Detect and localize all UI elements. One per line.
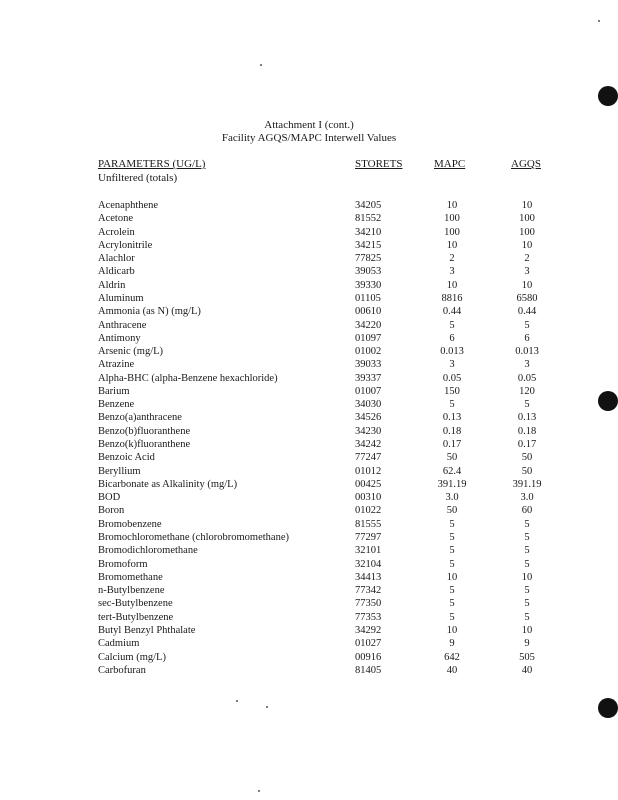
parameter-name: tert-Butylbenzene (98, 611, 174, 623)
storet-code: 77297 (355, 532, 382, 543)
table-row (0, 478, 618, 491)
agqs-value: 40 (521, 664, 533, 676)
table-row (0, 518, 618, 531)
mapc-value: 0.13 (442, 412, 462, 424)
storet-code: 00610 (355, 306, 382, 318)
storet-code: 01027 (355, 638, 382, 650)
storet-code: 34292 (355, 624, 382, 636)
agqs-value: 0.44 (517, 306, 537, 318)
storet-code: 81552 (355, 213, 382, 225)
agqs-value: 391.19 (512, 478, 542, 490)
parameter-name: Aldicarb (98, 266, 135, 278)
storet-code: 34215 (355, 239, 382, 251)
mapc-value: 10 (446, 571, 458, 583)
table-row (0, 651, 618, 664)
mapc-value: 5 (449, 518, 455, 530)
agqs-value: 10 (521, 624, 533, 636)
storet-code: 00310 (355, 492, 382, 504)
mapc-value: 5 (449, 558, 455, 570)
table-row (0, 226, 618, 239)
agqs-value: 6 (524, 332, 530, 344)
storet-code: 01002 (355, 346, 382, 358)
agqs-value: 120 (519, 385, 535, 397)
mapc-value: 642 (444, 651, 460, 663)
parameter-name: Ammonia (as N) (mg/L) (98, 306, 201, 318)
table-row (0, 385, 618, 398)
subheader-unfiltered: Unfiltered (totals) (98, 172, 178, 184)
agqs-value: 50 (521, 465, 533, 477)
mapc-value: 5 (449, 399, 455, 411)
table-row (0, 319, 618, 332)
storet-code: 81405 (355, 664, 382, 676)
mapc-value: 5 (449, 585, 455, 597)
agqs-value: 100 (519, 226, 535, 238)
mapc-value: 6 (449, 332, 455, 344)
mapc-value: 2 (449, 253, 455, 265)
parameter-name: Beryllium (98, 465, 141, 477)
table-row (0, 637, 618, 650)
table-row (0, 345, 618, 358)
table-row (0, 265, 618, 278)
agqs-value: 5 (524, 585, 530, 597)
agqs-value: 50 (521, 452, 533, 464)
parameter-name: Acrolein (98, 226, 135, 238)
mapc-value: 50 (446, 505, 458, 517)
agqs-value: 3.0 (520, 492, 534, 504)
mapc-value: 9 (449, 638, 455, 650)
mapc-value: 50 (446, 452, 458, 464)
storet-code: 00916 (355, 651, 382, 663)
parameter-name: Bromobenzene (98, 518, 162, 530)
storet-code: 81555 (355, 518, 382, 530)
storet-code: 32104 (355, 558, 382, 570)
table-row (0, 411, 618, 424)
table-row (0, 398, 618, 411)
mapc-value: 40 (446, 664, 458, 676)
agqs-value: 0.13 (517, 412, 537, 424)
table-row (0, 305, 618, 318)
scan-speck (258, 790, 260, 792)
parameter-name: Cadmium (98, 638, 140, 650)
mapc-value: 3.0 (445, 492, 459, 504)
table-row (0, 611, 618, 624)
parameter-name: Acetone (98, 213, 133, 225)
mapc-value: 10 (446, 624, 458, 636)
agqs-value: 5 (524, 518, 530, 530)
table-row (0, 239, 618, 252)
parameter-name: Acenaphthene (98, 200, 159, 211)
mapc-value: 0.17 (442, 439, 462, 451)
agqs-value: 0.013 (515, 346, 539, 358)
mapc-value: 0.05 (442, 372, 462, 384)
agqs-value: 2 (524, 253, 530, 265)
parameter-name: sec-Butylbenzene (98, 598, 173, 610)
storet-code: 01105 (355, 292, 381, 304)
mapc-value: 8816 (441, 292, 463, 304)
table-row (0, 465, 618, 478)
table-row (0, 597, 618, 610)
table-row (0, 571, 618, 584)
mapc-value: 100 (444, 226, 460, 238)
parameter-name: BOD (98, 492, 121, 504)
storet-code: 34526 (355, 412, 382, 424)
agqs-value: 6580 (516, 292, 538, 304)
storet-code: 77247 (355, 452, 382, 464)
storet-code: 39337 (355, 372, 382, 384)
storet-code: 01007 (355, 385, 382, 397)
agqs-value: 5 (524, 558, 530, 570)
storet-code: 39330 (355, 279, 382, 291)
parameter-name: Anthracene (98, 319, 147, 331)
parameter-name: Bicarbonate as Alkalinity (mg/L) (98, 478, 238, 490)
table-row (0, 438, 618, 451)
agqs-value: 3 (524, 266, 530, 278)
mapc-value: 0.18 (442, 425, 462, 437)
table-row (0, 491, 618, 504)
table-row (0, 199, 618, 212)
scan-speck (236, 700, 238, 702)
storet-code: 01022 (355, 505, 382, 517)
mapc-value: 5 (449, 545, 455, 557)
table-row (0, 252, 618, 265)
punch-hole-bottom (598, 698, 618, 718)
mapc-value: 3 (449, 266, 455, 278)
parameter-name: Barium (98, 385, 130, 397)
agqs-value: 9 (524, 638, 530, 650)
table-row (0, 425, 618, 438)
table-row (0, 212, 618, 225)
mapc-value: 5 (449, 319, 455, 331)
mapc-value: 391.19 (437, 478, 467, 490)
table-row (0, 664, 618, 677)
storet-code: 00425 (355, 478, 382, 490)
table-row (0, 558, 618, 571)
agqs-value: 5 (524, 532, 530, 543)
parameter-name: Aluminum (98, 292, 144, 304)
agqs-value: 10 (521, 239, 533, 251)
document-title: Attachment I (cont.) (264, 119, 354, 131)
storet-code: 01097 (355, 332, 382, 344)
agqs-value: 5 (524, 611, 530, 623)
storet-code: 34413 (355, 571, 382, 583)
table-row (0, 451, 618, 464)
agqs-value: 10 (521, 279, 533, 291)
storet-code: 34205 (355, 200, 382, 211)
storet-code: 39033 (355, 359, 382, 371)
storet-code: 34220 (355, 319, 382, 331)
table-row (0, 544, 618, 557)
agqs-value: 100 (519, 213, 535, 225)
agqs-value: 10 (521, 200, 533, 211)
storet-code: 77353 (355, 611, 382, 623)
table-row (0, 372, 618, 385)
storet-code: 34210 (355, 226, 382, 238)
mapc-value: 5 (449, 532, 455, 543)
parameter-name: Calcium (mg/L) (98, 651, 166, 663)
mapc-value: 10 (446, 239, 458, 251)
parameter-name: Benzene (98, 399, 135, 411)
agqs-value: 0.18 (517, 425, 537, 437)
storet-code: 77342 (355, 585, 382, 597)
mapc-value: 0.013 (440, 346, 464, 358)
agqs-value: 0.17 (517, 439, 537, 451)
mapc-value: 100 (444, 213, 460, 225)
parameter-name: Aldrin (98, 279, 126, 291)
table-row (0, 292, 618, 305)
punch-hole-top (598, 86, 618, 106)
parameter-name: Butyl Benzyl Phthalate (98, 624, 196, 636)
storet-code: 32101 (355, 545, 382, 557)
agqs-value: 5 (524, 319, 530, 331)
header-mapc: MAPC (434, 158, 466, 170)
agqs-value: 5 (524, 399, 530, 411)
storet-code: 34242 (355, 439, 382, 451)
parameter-name: Bromochloromethane (chlorobromomethane) (98, 532, 289, 543)
mapc-value: 10 (446, 279, 458, 291)
parameter-name: Atrazine (98, 359, 135, 371)
header-agqs: AGQS (511, 158, 541, 170)
mapc-value: 10 (446, 200, 458, 211)
storet-code: 77825 (355, 253, 382, 265)
header-storets: STORETS (355, 158, 403, 170)
parameter-name: Bromomethane (98, 571, 163, 583)
agqs-value: 3 (524, 359, 530, 371)
parameter-name: Benzo(k)fluoranthene (98, 439, 191, 451)
agqs-value: 5 (524, 598, 530, 610)
parameter-name: Bromodichloromethane (98, 545, 198, 557)
agqs-value: 10 (521, 571, 533, 583)
mapc-value: 5 (449, 598, 455, 610)
storet-code: 34230 (355, 425, 382, 437)
mapc-value: 62.4 (442, 465, 462, 477)
agqs-value: 0.05 (517, 372, 537, 384)
agqs-value: 5 (524, 545, 530, 557)
parameter-name: Boron (98, 505, 125, 517)
parameter-name: Benzoic Acid (98, 452, 155, 464)
table-row (0, 358, 618, 371)
mapc-value: 150 (444, 385, 460, 397)
parameter-name: Alachlor (98, 253, 135, 265)
parameter-name: Carbofuran (98, 664, 146, 676)
parameter-name: Bromoform (98, 558, 148, 570)
table-row (0, 504, 618, 517)
table-row (0, 279, 618, 292)
storet-code: 39053 (355, 266, 382, 278)
storet-code: 01012 (355, 465, 382, 477)
agqs-value: 60 (521, 505, 533, 517)
parameter-name: Benzo(a)anthracene (98, 412, 182, 424)
table-row (0, 624, 618, 637)
scan-speck (266, 706, 268, 708)
mapc-value: 5 (449, 611, 455, 623)
document-subtitle: Facility AGQS/MAPC Interwell Values (221, 132, 397, 144)
parameter-name: Benzo(b)fluoranthene (98, 425, 191, 437)
scan-speck (260, 64, 262, 66)
parameter-name: Arsenic (mg/L) (98, 346, 164, 358)
parameter-name: Antimony (98, 332, 141, 344)
parameter-name: n-Butylbenzene (98, 585, 165, 597)
table-row (0, 531, 618, 544)
mapc-value: 3 (449, 359, 455, 371)
mapc-value: 0.44 (442, 306, 462, 318)
header-parameters: PARAMETERS (UG/L) (98, 158, 206, 170)
parameter-name: Acrylonitrile (98, 239, 153, 251)
table-row (0, 584, 618, 597)
storet-code: 34030 (355, 399, 382, 411)
scan-speck (598, 20, 600, 22)
table-row (0, 332, 618, 345)
storet-code: 77350 (355, 598, 382, 610)
parameter-name: Alpha-BHC (alpha-Benzene hexachloride) (98, 372, 278, 384)
agqs-value: 505 (519, 651, 535, 663)
